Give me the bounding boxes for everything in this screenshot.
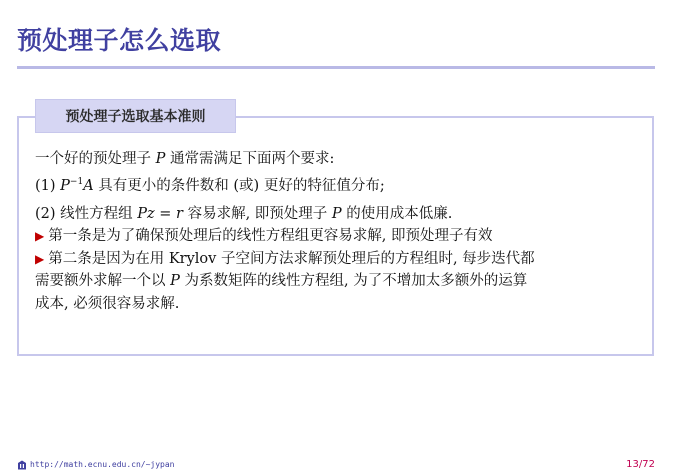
bullet-2: ▶ 第二条是因为在用 Krylov 子空间方法求解预处理后的方程组时, 每步迭代都 xyxy=(35,250,535,267)
bullet-triangle-icon: ▶ xyxy=(35,251,45,266)
bullet-2-cont: 需要额外求解一个以 P 为系数矩阵的线性方程组, 为了不增加太多额外的运算 xyxy=(35,273,528,290)
criteria-block-body xyxy=(35,148,645,315)
requirement-2: (2) 线性方程组 Pz = r 容易求解, 即预处理子 P 的使用成本低廉. xyxy=(35,205,453,222)
footer-url[interactable]: http://math.ecnu.edu.cn/~jypan xyxy=(30,460,175,469)
bullet-1: ▶ 第一条是为了确保预处理后的线性方程组更容易求解, 即预处理子有效 xyxy=(35,228,493,245)
bullet-2-end: 成本, 必须很容易求解. xyxy=(35,295,180,312)
criteria-block-title: 预处理子选取基本准则 xyxy=(35,99,236,133)
requirement-1: (1) $P^{-1}A$ 具有更小的条件数和 (或) 更好的特征值分布; xyxy=(35,176,385,194)
page-number: 13/72 xyxy=(626,459,655,470)
slide-title: 预处理子怎么选取 xyxy=(17,26,222,55)
ecnu-logo-icon xyxy=(17,460,27,470)
bullet-triangle-icon: ▶ xyxy=(35,229,45,244)
intro-line: 一个好的预处理子 P 通常需满足下面两个要求: xyxy=(35,151,335,167)
title-rule xyxy=(17,66,655,69)
